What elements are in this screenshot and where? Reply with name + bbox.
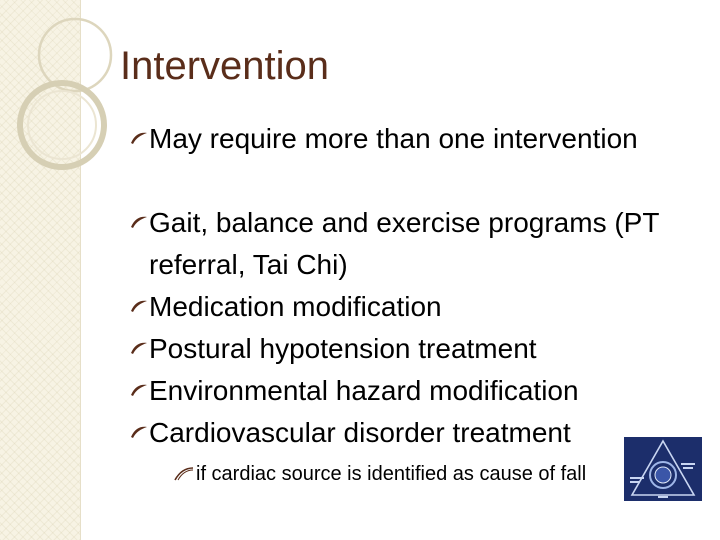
swoosh-bullet-icon — [130, 215, 148, 229]
slide-title: Intervention — [120, 44, 330, 88]
bullet-list — [130, 118, 700, 489]
sub-bullet-item — [174, 459, 700, 489]
swoosh-bullet-icon — [130, 383, 148, 397]
bullet-text: Environmental hazard modification — [149, 375, 579, 406]
bullet-text: Postural hypotension treatment — [149, 333, 537, 364]
bullet-item — [130, 286, 700, 328]
logo-emblem — [624, 437, 702, 501]
bullet-text: Cardiovascular disorder treatment — [149, 417, 571, 448]
bullet-item — [130, 328, 700, 370]
swoosh-bullet-icon — [130, 341, 148, 355]
bullet-text: Gait, balance and exercise programs (PT referral, Tai Chi) — [149, 207, 659, 280]
bullet-item — [130, 370, 700, 412]
bullet-item — [130, 412, 700, 454]
bullet-text: Medication modification — [149, 291, 442, 322]
organization-logo — [624, 437, 702, 501]
bullet-item — [130, 202, 700, 286]
sub-bullet-text: if cardiac source is identified as cause of fall — [196, 463, 587, 485]
swoosh-sub-bullet-icon — [174, 467, 194, 481]
decorative-rings — [0, 0, 140, 200]
swoosh-bullet-icon — [130, 131, 148, 145]
bullet-text: May require more than one intervention — [149, 123, 638, 154]
swoosh-bullet-icon — [130, 425, 148, 439]
bullet-item — [130, 118, 700, 202]
swoosh-bullet-icon — [130, 299, 148, 313]
